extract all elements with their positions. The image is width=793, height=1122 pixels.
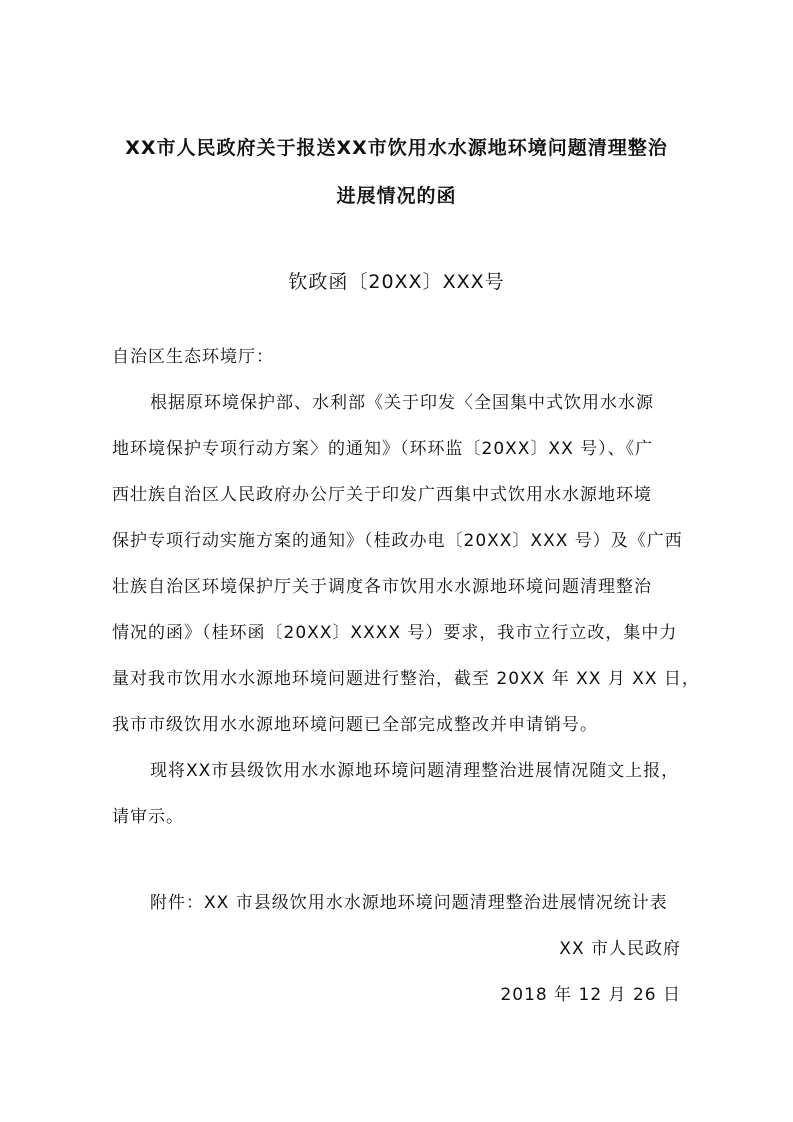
document-number: 钦政函〔20XX〕XXX号 <box>288 271 505 293</box>
date: 2018 年 12 月 26 日 <box>500 985 681 1005</box>
body-paragraph-1-line: 壮族自治区环境保护厅关于调度各市饮用水水源地环境问题清理整治 <box>112 577 652 597</box>
signature: XX 市人民政府 <box>559 939 681 959</box>
body-paragraph-1-line: 地环境保护专项行动方案〉的通知》（环环监〔20XX〕XX 号）、《广 <box>112 439 654 459</box>
body-paragraph-1-line: 我市市级饮用水水源地环境问题已全部完成整改并申请销号。 <box>112 715 598 735</box>
body-paragraph-1-line: 保护专项行动实施方案的通知》（桂政办电〔20XX〕XXX 号）及《广西 <box>112 531 683 551</box>
body-paragraph-1-line: 西壮族自治区人民政府办公厅关于印发广西集中式饮用水水源地环境 <box>112 485 652 505</box>
attachment-line: 附件：XX 市县级饮用水水源地环境问题清理整治进展情况统计表 <box>150 893 668 913</box>
addressee: 自治区生态环境厅： <box>112 347 274 367</box>
body-paragraph-1-line: 根据原环境保护部、水利部《关于印发〈全国集中式饮用水水源 <box>150 393 654 413</box>
document-title-line-1: XX市人民政府关于报送XX市饮用水水源地环境问题清理整治 <box>125 137 668 159</box>
body-paragraph-2-line: 现将XX市县级饮用水水源地环境问题清理整治进展情况随文上报， <box>150 761 680 781</box>
body-paragraph-1-line: 量对我市饮用水水源地环境问题进行整治，截至 20XX 年 XX 月 XX 日， <box>112 669 700 689</box>
body-paragraph-2-line: 请审示。 <box>112 807 184 827</box>
document-title-line-2: 进展情况的函 <box>336 185 457 207</box>
body-paragraph-1-line: 情况的函》（桂环函〔20XX〕XXXX 号）要求，我市立行立改，集中力 <box>112 623 678 643</box>
